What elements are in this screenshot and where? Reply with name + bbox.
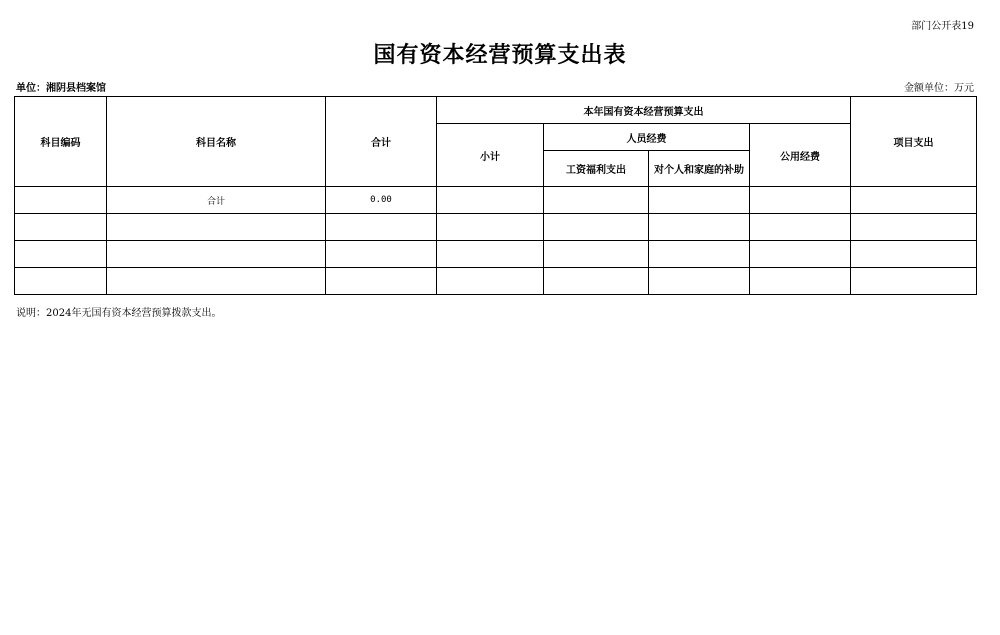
cell-code xyxy=(15,268,107,295)
cell-public xyxy=(750,268,851,295)
header-total: 合计 xyxy=(326,97,437,187)
header-project: 项目支出 xyxy=(851,97,977,187)
table-row xyxy=(15,187,977,214)
footnote: 说明：2024年无国有资本经营预算拨款支出。 xyxy=(16,308,222,319)
cell-subsidies xyxy=(649,241,750,268)
form-code: 部门公开表19 xyxy=(911,21,974,32)
unit-label: 单位：湘阴县档案馆 xyxy=(16,83,106,94)
header-public: 公用经费 xyxy=(750,124,851,187)
cell-subsidies xyxy=(649,268,750,295)
cell-subsidies xyxy=(649,214,750,241)
cell-project xyxy=(851,214,977,241)
cell-subtotal xyxy=(437,241,544,268)
cell-name xyxy=(107,241,326,268)
cell-public xyxy=(750,214,851,241)
table-row xyxy=(15,268,977,295)
cell-total: 0.00 xyxy=(326,187,437,214)
cell-code xyxy=(15,214,107,241)
cell-subtotal xyxy=(437,187,544,214)
table-row xyxy=(15,214,977,241)
cell-public xyxy=(750,241,851,268)
cell-subtotal xyxy=(437,214,544,241)
header-name: 科目名称 xyxy=(107,97,326,187)
header-wages: 工资福利支出 xyxy=(544,151,649,187)
amount-unit-label: 金额单位：万元 xyxy=(904,83,974,94)
cell-name: 合计 xyxy=(107,187,326,214)
cell-project xyxy=(851,187,977,214)
cell-total xyxy=(326,214,437,241)
cell-project xyxy=(851,241,977,268)
cell-wages xyxy=(544,187,649,214)
cell-code xyxy=(15,241,107,268)
header-subsidies: 对个人和家庭的补助 xyxy=(649,151,750,187)
cell-total xyxy=(326,268,437,295)
header-personnel: 人员经费 xyxy=(544,124,750,151)
budget-table xyxy=(14,96,977,295)
cell-total xyxy=(326,241,437,268)
cell-project xyxy=(851,268,977,295)
cell-code xyxy=(15,187,107,214)
table-row xyxy=(15,241,977,268)
header-current-year: 本年国有资本经营预算支出 xyxy=(437,97,851,124)
cell-wages xyxy=(544,214,649,241)
page-title: 国有资本经营预算支出表 xyxy=(373,42,627,68)
cell-wages xyxy=(544,241,649,268)
cell-subsidies xyxy=(649,187,750,214)
cell-name xyxy=(107,214,326,241)
cell-subtotal xyxy=(437,268,544,295)
cell-wages xyxy=(544,268,649,295)
header-code: 科目编码 xyxy=(15,97,107,187)
header-subtotal: 小计 xyxy=(437,124,544,187)
cell-name xyxy=(107,268,326,295)
cell-public xyxy=(750,187,851,214)
